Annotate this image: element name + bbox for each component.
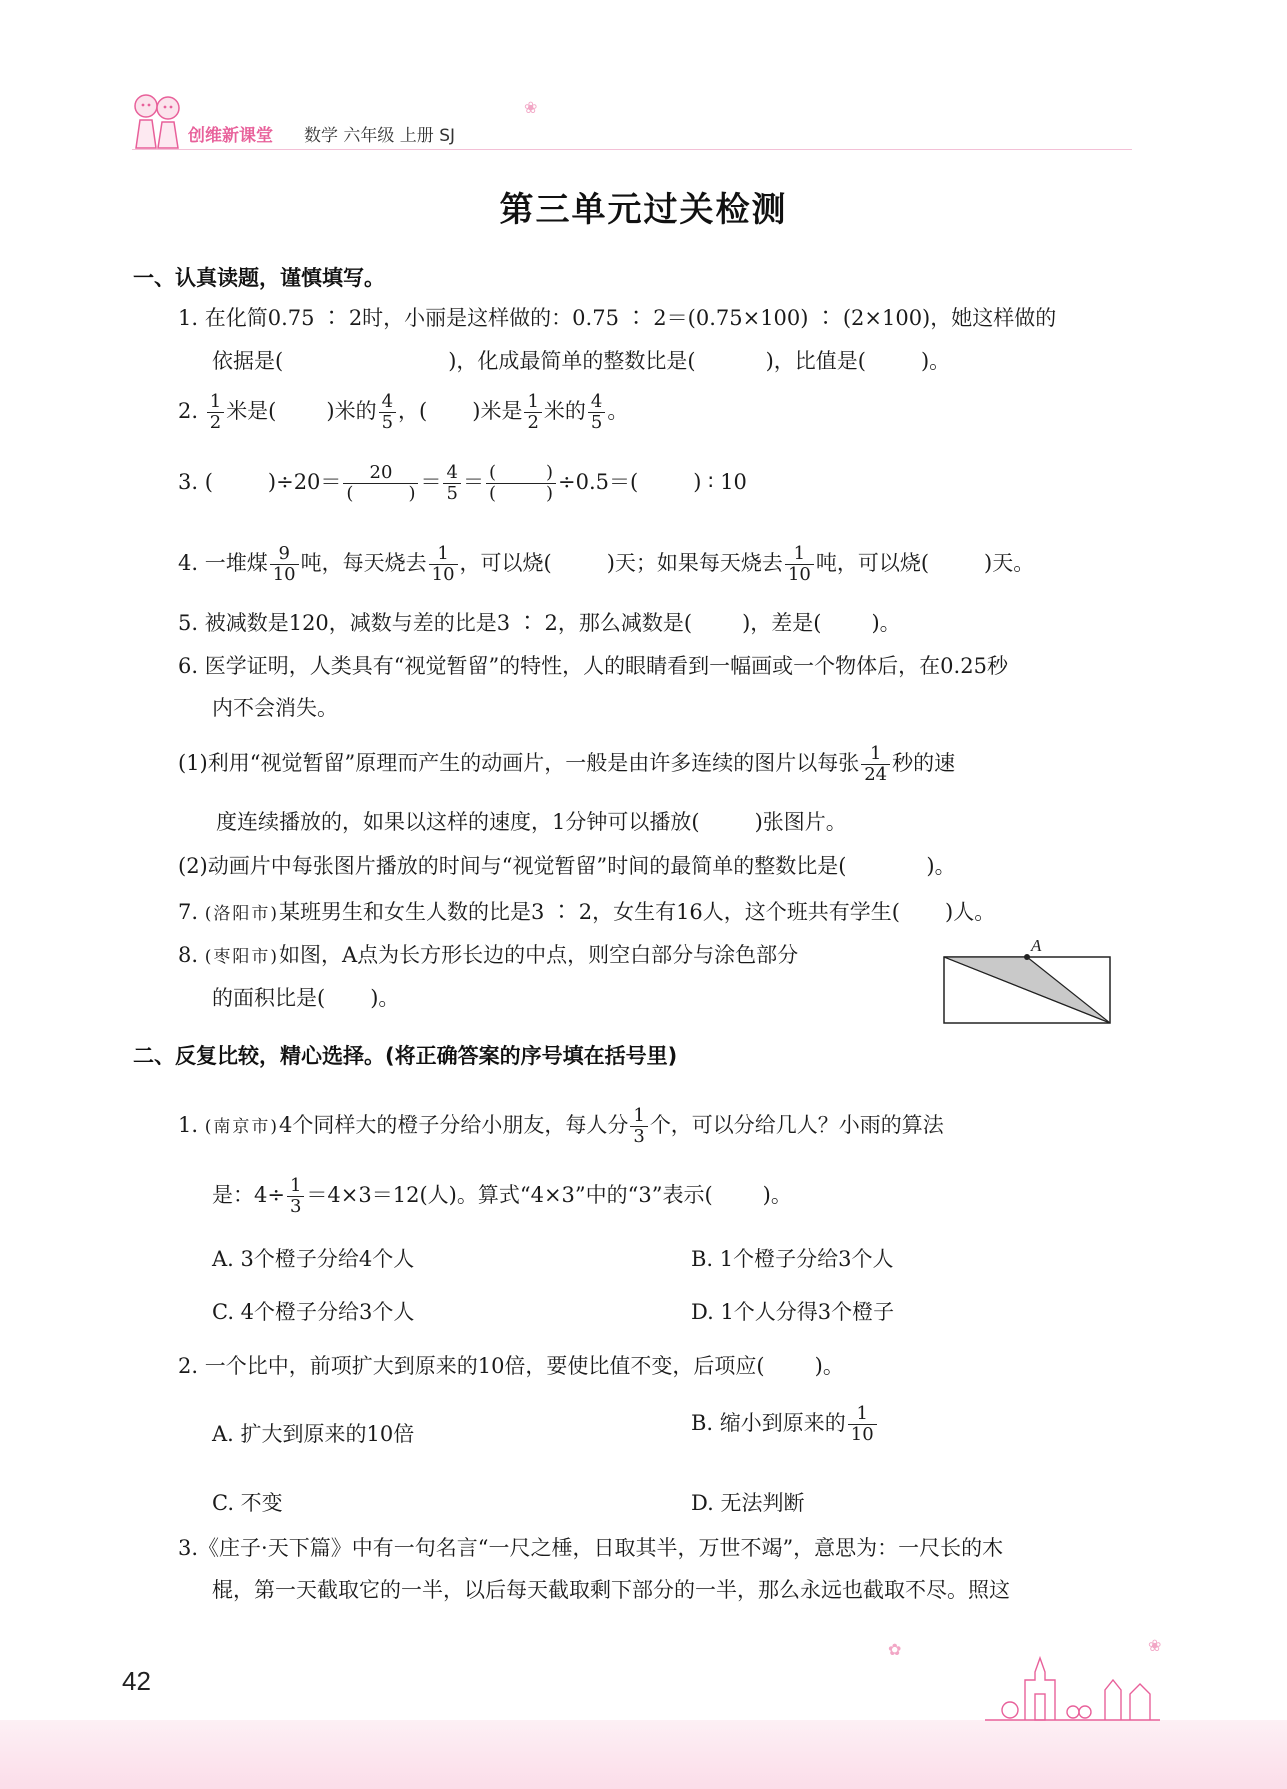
fraction	[443, 463, 460, 504]
question-1-6-line2: 内不会消失。	[212, 696, 338, 720]
numerator: 4	[588, 392, 605, 413]
text: 某班男生和女生人数的比是3 ∶ 2，女生有16人，这个班共有学生(	[279, 900, 900, 924]
text: )张图片。	[754, 810, 847, 834]
denominator: 10	[850, 1424, 874, 1445]
option-2-1-b[interactable]: B. 1个橙子分给3个人	[691, 1247, 894, 1271]
question-1-1-line1: 1. 在化简0.75 ∶ 2时，小丽是这样做的：0.75 ∶ 2＝(0.75×100) ∶ (2×100)，她这样做的	[178, 306, 1057, 330]
text: ，(	[398, 399, 428, 423]
text: 依据是(	[212, 349, 284, 373]
brand-name: 创维新课堂	[188, 126, 273, 146]
numerator: 9	[270, 544, 299, 565]
option-2-1-a[interactable]: A. 3个橙子分给4个人	[212, 1247, 415, 1271]
option-2-2-c[interactable]: C. 不变	[212, 1491, 283, 1515]
text: ，可以烧(	[459, 551, 552, 575]
text: ＝4×3＝12(人)。算式“4×3”中的“3”表示(	[306, 1183, 713, 1207]
fraction	[524, 392, 541, 433]
text: 个，可以分给几人？小雨的算法	[649, 1113, 944, 1137]
footer-band	[0, 1720, 1287, 1789]
option-2-2-b[interactable]	[691, 1404, 879, 1445]
source-tag: (枣阳市)	[204, 947, 279, 967]
numerator: 1	[287, 1176, 304, 1197]
text: )人。	[945, 900, 996, 924]
numerator: 1	[429, 544, 458, 565]
text: 3. (	[178, 470, 213, 494]
paren: (	[488, 462, 496, 483]
denominator: 10	[431, 564, 455, 585]
flower-icon: ❀	[1148, 1636, 1162, 1655]
denominator: 10	[272, 564, 296, 585]
question-1-3	[178, 463, 747, 504]
question-2-3-line2: 棍，第一天截取它的一半，以后每天截取剩下部分的一半，那么永远也截取不尽。照这	[212, 1578, 1010, 1602]
mascot-icon	[128, 88, 186, 158]
text: 2. 一个比中，前项扩大到原来的10倍，要使比值不变，后项应(	[178, 1354, 765, 1378]
page-title: 第三单元过关检测	[499, 190, 788, 230]
fraction	[861, 744, 890, 785]
question-number: 2.	[178, 399, 199, 423]
question-2-2	[178, 1351, 844, 1381]
text: ÷0.5＝(	[558, 470, 639, 494]
point-a	[1024, 954, 1030, 960]
butterfly-icon: ❀	[524, 98, 538, 117]
source-tag: (洛阳市)	[204, 904, 279, 924]
text: ＝	[420, 470, 442, 494]
header-divider	[132, 149, 1132, 150]
fraction	[630, 1106, 647, 1147]
text: 。	[607, 399, 629, 423]
option-2-2-a[interactable]: A. 扩大到原来的10倍	[212, 1422, 415, 1446]
fraction	[343, 463, 418, 504]
question-number: 1.	[178, 1113, 199, 1137]
denominator: 10	[787, 564, 811, 585]
text: )。	[814, 1354, 844, 1378]
fraction	[379, 392, 396, 433]
text: )米的	[326, 399, 377, 423]
denominator[interactable]	[343, 484, 418, 504]
source-tag: (南京市)	[204, 1117, 279, 1137]
fraction	[287, 1176, 304, 1217]
point-a-label: A	[1031, 936, 1042, 955]
fraction	[848, 1404, 877, 1445]
denominator: 2	[209, 412, 222, 433]
text: ＝	[462, 470, 484, 494]
paren: )	[408, 483, 416, 504]
denominator: 24	[864, 764, 888, 785]
text: )天。	[984, 551, 1035, 575]
fraction	[785, 544, 814, 585]
text: )，比值是(	[765, 349, 866, 373]
question-1-4	[178, 544, 1034, 585]
section2-heading: 二、反复比较，精心选择。(将正确答案的序号填在括号里)	[133, 1044, 678, 1068]
flower-icon: ✿	[888, 1640, 902, 1659]
text: )。	[871, 611, 901, 635]
paren: (	[346, 483, 354, 504]
option-2-1-d[interactable]: D. 1个人分得3个橙子	[691, 1300, 895, 1324]
question-number: 8.	[178, 943, 199, 967]
question-1-6-line1: 6. 医学证明，人类具有“视觉暂留”的特性，人的眼睛看到一幅画或一个物体后，在0.25秒	[178, 654, 1008, 678]
question-1-7	[178, 897, 995, 929]
text: (1)利用“视觉暂留”原理而产生的动画片，一般是由许多连续的图片以每张	[178, 751, 860, 775]
question-1-1-line2	[212, 346, 950, 376]
numerator: 20	[343, 463, 418, 484]
numerator: 1	[785, 544, 814, 565]
text: 如图，A点为长方形长边的中点，则空白部分与涂色部分	[279, 943, 799, 967]
text: )，化成最简单的整数比是(	[448, 349, 696, 373]
numerator: 1	[848, 1404, 877, 1425]
text: )。	[920, 349, 951, 373]
paren: )	[545, 483, 553, 504]
text: )。	[762, 1183, 792, 1207]
text: 秒的速	[892, 751, 956, 775]
question-2-1-line1	[178, 1106, 944, 1147]
page-number: 42	[122, 1666, 151, 1696]
text: )÷20＝	[267, 470, 342, 494]
text: (2)动画片中每张图片播放的时间与“视觉暂留”时间的最简单的整数比是(	[178, 854, 847, 878]
question-2-3-line1: 3.《庄子·天下篇》中有一句名言“一尺之棰，日取其半，万世不竭”，意思为：一尺长的木	[178, 1536, 1004, 1560]
castle-icon	[985, 1650, 1160, 1726]
fraction	[270, 544, 299, 585]
numerator[interactable]	[486, 463, 556, 484]
paren: (	[488, 483, 496, 504]
fraction	[207, 392, 224, 433]
denominator: 3	[633, 1126, 645, 1147]
option-2-2-d[interactable]: D. 无法判断	[691, 1491, 805, 1515]
rectangle-figure	[940, 935, 1120, 1031]
text: 度连续播放的，如果以这样的速度，1分钟可以播放(	[216, 810, 700, 834]
text: )米是	[472, 399, 523, 423]
text: )。	[926, 854, 956, 878]
text: )。	[370, 986, 400, 1010]
paren: )	[545, 462, 553, 483]
fraction	[486, 463, 556, 504]
text: ) ∶ 10	[693, 470, 747, 494]
text: 5. 被减数是120，减数与差的比是3 ∶ 2，那么减数是(	[178, 611, 693, 635]
question-1-5	[178, 608, 901, 638]
numerator: 4	[443, 463, 460, 484]
fraction	[588, 392, 605, 433]
text: 4. 一堆煤	[178, 551, 268, 575]
numerator: 1	[207, 392, 224, 413]
denominator: 5	[381, 412, 394, 433]
question-1-6-part2	[178, 851, 956, 881]
denominator: 5	[446, 483, 458, 504]
text: B. 缩小到原来的	[691, 1411, 846, 1435]
question-1-6-part1-line2	[216, 807, 847, 837]
text: 米是(	[226, 399, 277, 423]
text: 吨，可以烧(	[815, 551, 930, 575]
book-info: 数学 六年级 上册 SJ	[304, 126, 456, 146]
denominator: 3	[289, 1196, 302, 1217]
denominator: 5	[590, 412, 603, 433]
numerator: 1	[861, 744, 890, 765]
question-1-6-part1	[178, 744, 955, 785]
text: 4个同样大的橙子分给小朋友，每人分	[279, 1113, 629, 1137]
question-1-2	[178, 392, 628, 433]
denominator[interactable]	[486, 484, 556, 504]
numerator: 4	[379, 392, 396, 413]
numerator: 1	[524, 392, 541, 413]
text: 米的	[543, 399, 586, 423]
text: )天；如果每天烧去	[606, 551, 783, 575]
text: 是：4÷	[212, 1183, 285, 1207]
question-1-8-line2	[212, 983, 399, 1013]
question-1-8-line1	[178, 940, 798, 972]
numerator: 1	[630, 1106, 647, 1127]
question-number: 7.	[178, 900, 199, 924]
text: 的面积比是(	[212, 986, 326, 1010]
denominator: 2	[527, 412, 539, 433]
text: 吨，每天烧去	[300, 551, 427, 575]
fraction	[429, 544, 458, 585]
section1-heading: 一、认真读题，谨慎填写。	[133, 266, 385, 290]
text: )，差是(	[742, 611, 822, 635]
question-2-1-line2	[212, 1176, 792, 1217]
option-2-1-c[interactable]: C. 4个橙子分给3个人	[212, 1300, 415, 1324]
